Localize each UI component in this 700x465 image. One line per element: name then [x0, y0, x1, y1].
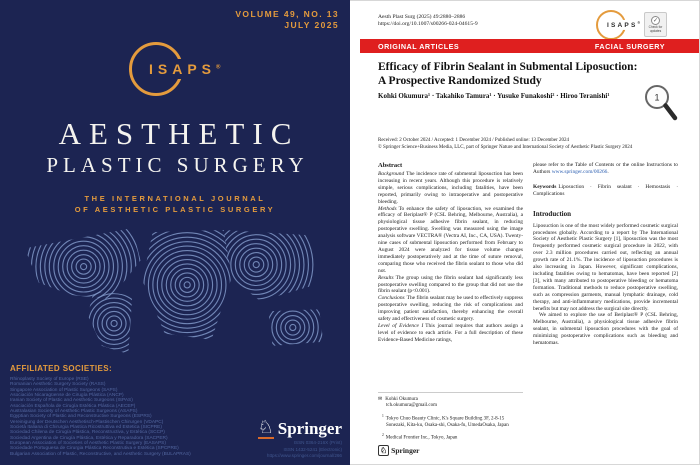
title-line2: A Prospective Randomized Study	[378, 75, 542, 87]
envelope-icon: ✉	[378, 396, 383, 402]
society-item: Rhinoplasty Society of Europe (RSE)	[10, 377, 89, 382]
cover-publisher-block	[258, 418, 342, 459]
journal-url: https://www.springer.com/journal/266	[266, 453, 342, 459]
introduction-column	[533, 162, 678, 445]
citation-text: Aesth Plast Surg (2025) 49:2880–2886	[378, 14, 466, 20]
citation-block	[378, 14, 478, 29]
subtitle-line2: OF AESTHETIC PLASTIC SURGERY	[74, 204, 276, 214]
world-map-graphic	[8, 226, 342, 363]
isaps-logo-small	[596, 10, 641, 40]
journal-title-line2: PLASTIC SURGERY	[46, 153, 309, 177]
volume-number: VOLUME 49, NO. 13	[235, 9, 339, 19]
abstract-conclusions: Conclusions The fibrin sealant may be used to effectively suppress postoperative swelling, reducing the risk of complications and improving patient satisfaction, thereby enhancing the overall safety and effectiveness of cosmetic surgery.	[378, 295, 523, 323]
affiliated-societies-heading: AFFILIATED SOCIETIES:	[10, 364, 113, 373]
society-item: Vereinigung der Deutschen Aesthetisch-Plastischen Chirurgen (VDAPC)	[10, 419, 164, 425]
society-item: Singapore Association of Plastic Surgeons (SAPS)	[10, 387, 118, 393]
springer-horse-icon: ♘	[380, 446, 388, 455]
abstract-continuation: please refer to the Table of Contents or the online Instructions to Authors www.springer.com/00266.	[533, 162, 678, 175]
annotation-number: 1	[654, 92, 660, 103]
article-history	[378, 138, 679, 151]
society-item: Egyptian Society of Plastic and Reconstructive Surgeons (ESPRS)	[10, 414, 152, 420]
isaps-logo-text: ISAPS®	[145, 59, 222, 79]
page-footer-publisher	[378, 445, 420, 456]
check-updates-icon: ✓	[652, 17, 659, 24]
issn-print: ISSN 0364-216X (Print)	[293, 440, 342, 446]
abstract-methods: Methods To enhance the safety of liposuction, we examined the efficacy of Beriplast® P (CSL Behring, Melbourne, Australia), a physiological tissue adhesive fibrin sealant, in reducing postoperative swelling. Swelling was measured using the image analysis software VECTRA® (Vectra AI, Inc., CA, USA). Twenty-nine cases of submental liposuction performed from February to August 2024 were analyzed for tissue volume changes immediately postoperatively and at the time of suture removal, comparing those who received the fibrin sealant to those who did not.	[378, 205, 523, 274]
received-line: Received: 2 October 2024 / Accepted: 1 December 2024 / Published online: 13 December 2024	[378, 138, 570, 143]
issn-electronic: ISSN 1432-5241 (Electronic)	[283, 446, 342, 452]
society-item: Iranian Society of Plastic and Aesthetic Surgeons (ISPAS)	[10, 398, 133, 404]
subtitle-line1: THE INTERNATIONAL JOURNAL	[84, 194, 266, 203]
two-column-body	[378, 162, 678, 445]
springer-wordmark: Springer	[391, 446, 420, 455]
article-title	[378, 60, 679, 88]
footnote-divider	[378, 392, 523, 393]
authors-line: Kohki Okumura¹ · Takahiko Tamura¹ · Yusuke Funakoshi² · Hiroo Teranishi¹	[378, 92, 610, 100]
corresponding-author-name: Kohki Okumura	[385, 396, 418, 402]
footnotes	[378, 397, 523, 445]
society-item: Bulgarian Association of Plastic, Reconstructive, and Aesthetic Surgery (BULAPRAS)	[10, 451, 191, 457]
abstract-column	[378, 162, 523, 445]
registered-mark: ®	[637, 20, 641, 25]
springer-logo	[258, 418, 342, 439]
journal-subtitle	[0, 194, 350, 215]
society-item: European Association of Societies of Aesthetic Plastic Surgery (EASAPS)	[10, 441, 166, 447]
registered-mark: ®	[216, 64, 221, 71]
introduction-paragraph-2: We aimed to explore the use of Beriplast® P (CSL Behring, Melbourne, Australia), a physiological tissue adhesive fibrin sealant, in submental liposuction procedures with the goal of minimizing postoperative complications such as bleeding and hematomas.	[533, 312, 678, 347]
abstract-level-of-evidence: Level of Evidence I This journal requires that authors assign a level of evidence to each article. For a full description of these Evidence-Based Medicine ratings,	[378, 322, 523, 343]
affiliation-2: $^2$Medical Frontier Inc., Tokyo, Japan	[382, 433, 458, 441]
society-item: Sociedad Argentina de Cirugía Plástica, Estética y Reparadora (SACPER)	[10, 435, 168, 441]
article-category-banner	[360, 39, 699, 53]
title-line1: Efficacy of Fibrin Sealant in Submental Liposuction:	[378, 61, 638, 73]
isaps-logo-text: ISAPS®	[607, 20, 641, 30]
corresponding-email[interactable]: tch.okumura@gmail.com	[386, 402, 437, 408]
copyright-line: © Springer Science+Business Media, LLC, part of Springer Nature and International Society of Aesthetic Plastic Surgery 2024	[378, 144, 633, 150]
cover-volume-info	[235, 9, 339, 31]
society-item: Asociación Española de Cirugía Estética Plástica (AECEP)	[10, 403, 136, 409]
isaps-logo	[129, 42, 221, 96]
springer-horse-icon: ♘	[257, 417, 274, 438]
check-updates-label: Check for updates	[648, 24, 663, 33]
abstract-background: Background The incidence rate of submental liposuction has been increasing in recent years. Although this procedure is relatively simple, serious complications, including fatalities, have been reported, primarily owing to intraoperative and postoperative bleeding.	[378, 171, 523, 205]
annotation-magnifier-icon[interactable]	[643, 83, 681, 130]
society-item: Sociedade Portuguesa de Cirurgia Plástica Reconstrutiva e Estética (SPCPRE)	[10, 446, 179, 452]
affiliation-1: $^1$Tokyo Chuo Beauty Clinic, K's Square Building 3F, 2-8-15 Sonezaki, Kita-ku, Osaka-shi, Osaka-fu, UmedaOsaka, Japan	[382, 414, 509, 428]
society-item: Sociedad Chilena de Cirugía Plástica, Reconstructiva, y Estética (SCCP)	[10, 430, 165, 436]
banner-topic-label: FACIAL SURGERY	[594, 41, 665, 51]
society-item: Asociación Nicaragüense de Cirugía Plástica (ANCP)	[10, 393, 124, 399]
doi-text: https://doi.org/10.1007/s00266-024-04615-9	[378, 21, 478, 28]
instructions-link[interactable]: www.springer.com/00266	[551, 168, 608, 175]
abstract-heading: Abstract	[378, 162, 403, 169]
issue-date: JULY 2025	[284, 20, 339, 30]
keywords-line: Keywords Liposuction · Fibrin sealant · Hemostasis · Complications	[533, 183, 678, 197]
keywords-label: Keywords	[533, 183, 557, 190]
abstract-results: Results The group using the fibrin sealant had significantly less postoperative swelling compared to the group that did not use the fibrin sealant (p<0.001).	[378, 274, 523, 295]
society-item: Società Italiana di Chirurgia Plastica Ricostruttiva ed Estetica (SICPRE)	[10, 425, 162, 431]
society-item: Australasian Society of Aesthetic Plastic Surgeons (ASAPS)	[10, 409, 138, 415]
article-first-page	[350, 0, 700, 465]
introduction-paragraph-1: Liposuction is one of the most widely performed cosmetic surgical procedures globally. According to a report by The International Society of Aesthetic Plastic Surgery [1], liposuction was the most frequently performed cosmetic surgical procedure in 2022, with over 2.3 million procedures carried out, reflecting an annual growth rate of 21.1%. The incidence of liposuction procedures is also increasing in Japan. However, significant complications, including fatalities owing to hematomas, have been reported [2] [3], with many attributed to postoperative bleeding or hematoma formation. Traditional methods to reduce postoperative swelling, such as compression garments, manual lymphatic drainage, cold therapy, and anti-inflammatory medications, provide incremental benefits but may not address the surgical site directly.	[533, 222, 678, 312]
affiliated-societies-list	[10, 377, 191, 457]
springer-wordmark: Springer	[277, 418, 342, 438]
journal-title-line1: AESTHETIC	[58, 116, 300, 151]
introduction-heading: Introduction	[533, 209, 571, 218]
banner-section-label: ORIGINAL ARTICLES	[378, 41, 460, 51]
check-for-updates-badge[interactable]	[644, 12, 667, 37]
society-item: Romanian Aesthetic Surgery Society (RASS)	[10, 382, 106, 388]
